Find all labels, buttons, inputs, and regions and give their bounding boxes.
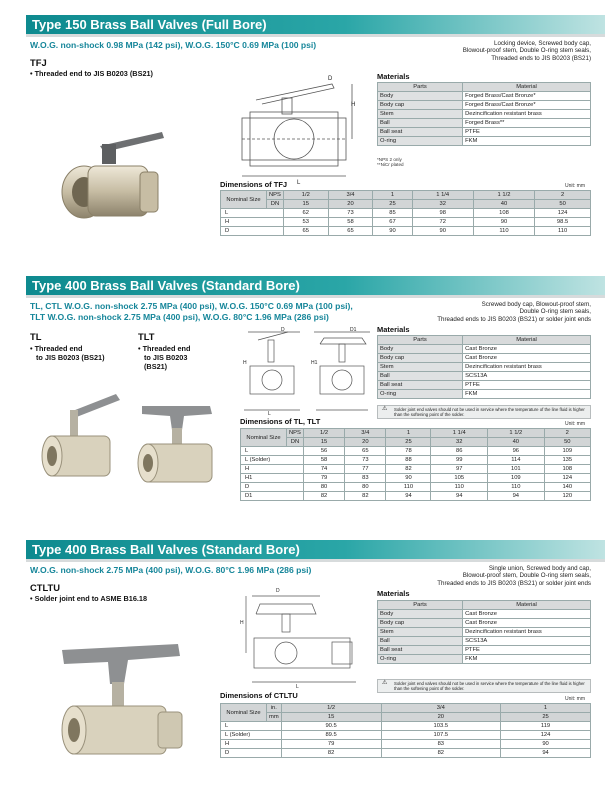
model-name: TFJ — [30, 57, 47, 68]
note-line: Double O-ring stem seals, — [519, 308, 591, 316]
col-material: Material — [463, 83, 591, 92]
dimensions-title: Dimensions of TFJ — [220, 180, 288, 189]
part: Ball seat — [378, 646, 463, 655]
dim-label-d1: D1 — [350, 327, 357, 333]
banner-shadow — [26, 559, 605, 562]
warning-icon: ⚠ — [382, 680, 388, 686]
nps-value: 1 1/2 — [473, 191, 534, 200]
dn-value: 20 — [328, 200, 373, 209]
materials-table — [377, 335, 591, 399]
nps-value: 3/4 — [328, 191, 373, 200]
part: Body cap — [378, 619, 463, 628]
note-line: Locking device, Screwed body cap, — [494, 40, 591, 47]
table-row — [378, 345, 591, 354]
model-name: TLT — [138, 331, 155, 342]
material: Forged Brass** — [463, 119, 591, 128]
model-name: CTLTU — [30, 582, 61, 593]
note-line: Threaded ends to JIS B0203 (BS21) — [491, 54, 591, 62]
row-label: H — [221, 218, 284, 227]
row-label: H — [241, 465, 304, 474]
cell: 120 — [544, 492, 590, 501]
cell: 110 — [488, 483, 545, 492]
nps-label: in. — [267, 704, 282, 713]
part: Body cap — [378, 354, 463, 363]
table-row — [378, 137, 591, 146]
part: Body — [378, 345, 463, 354]
cell: 109 — [544, 447, 590, 456]
dn-value: 15 — [283, 200, 328, 209]
cell: 90 — [373, 227, 412, 236]
col-parts: Parts — [378, 601, 463, 610]
note-line: Single union, Screwed body and cap, — [488, 565, 591, 572]
model-bullet: to JIS B0203 (BS21) — [36, 353, 105, 362]
note-line: Threaded ends to JIS B0203 (BS21) or solder joint ends — [437, 315, 591, 323]
part: Ball — [378, 637, 463, 646]
part: O-ring — [378, 390, 463, 399]
technical-drawing-ctltu — [240, 590, 368, 690]
model-bullet: • Threaded end — [138, 344, 191, 353]
cell: 124 — [501, 731, 591, 740]
pressure-rating: W.O.G. non-shock 2.75 MPa (400 psi), W.O.G. 80°C 1.96 MPa (286 psi) — [30, 565, 312, 575]
cell: 79 — [281, 740, 381, 749]
dim-label-d: D — [276, 588, 280, 594]
section-title: Type 400 Brass Ball Valves (Standard Bore) — [26, 540, 605, 559]
dimensions-title: Dimensions of CTLTU — [220, 691, 298, 700]
banner-shadow — [26, 34, 605, 37]
cell: 109 — [488, 474, 545, 483]
material: Cast Bronze — [463, 610, 591, 619]
table-row — [378, 119, 591, 128]
part: Ball seat — [378, 128, 463, 137]
cell: 79 — [303, 474, 344, 483]
valve-photo-ctltu — [58, 640, 188, 770]
part: Stem — [378, 628, 463, 637]
nominal-size: Nominal Size — [221, 191, 267, 209]
dim-label-h: H — [243, 360, 247, 366]
table-row — [241, 474, 591, 483]
cell: 67 — [373, 218, 412, 227]
cell: 94 — [431, 492, 488, 501]
cell: 78 — [386, 447, 431, 456]
dim-label-l: L — [268, 411, 271, 417]
row-label: L — [221, 722, 282, 731]
warning-icon: ⚠ — [382, 406, 388, 412]
cell: 99 — [431, 456, 488, 465]
table-row — [378, 354, 591, 363]
dn-label: mm — [267, 713, 282, 722]
cell: 110 — [386, 483, 431, 492]
pressure-rating: TL, CTL W.O.G. non-shock 2.75 MPa (400 psi), W.O.G. 150°C 0.69 MPa (100 psi), — [30, 301, 353, 311]
footnote: *NPS 2 only — [377, 157, 402, 162]
cell: 86 — [431, 447, 488, 456]
dim-label-h1: H1 — [311, 360, 318, 366]
dim-label-h: H — [351, 102, 356, 108]
cell: 72 — [412, 218, 473, 227]
dim-label-d: D — [328, 76, 333, 82]
dn-value: 25 — [373, 200, 412, 209]
row-label: L (Solder) — [221, 731, 282, 740]
unit-label: Unit: mm — [565, 183, 585, 189]
note-line: Screwed body cap, Blowout-proof stem, — [481, 301, 591, 308]
row-label: D — [241, 483, 304, 492]
material: PTFE — [463, 646, 591, 655]
cell: 105 — [431, 474, 488, 483]
table-row — [221, 218, 591, 227]
cell: 77 — [345, 465, 386, 474]
material: FKM — [463, 655, 591, 664]
material: Cast Bronze — [463, 354, 591, 363]
table-row — [241, 456, 591, 465]
table-row — [221, 749, 591, 758]
dn-value: 32 — [431, 438, 488, 447]
cell: 74 — [303, 465, 344, 474]
part: Body cap — [378, 101, 463, 110]
nps-value: 2 — [544, 429, 590, 438]
model-bullet: • Threaded end to JIS B0203 (BS21) — [30, 69, 153, 78]
cell: 114 — [488, 456, 545, 465]
section-title: Type 400 Brass Ball Valves (Standard Bore) — [26, 276, 605, 295]
nps-value: 1/2 — [281, 704, 381, 713]
table-row — [378, 101, 591, 110]
table-row — [378, 381, 591, 390]
part: Body — [378, 610, 463, 619]
cell: 98 — [412, 209, 473, 218]
features-note — [376, 565, 591, 587]
row-label: D — [221, 749, 282, 758]
part: Ball — [378, 372, 463, 381]
table-row — [241, 447, 591, 456]
cell: 101 — [488, 465, 545, 474]
col-material: Material — [463, 601, 591, 610]
cell: 73 — [345, 456, 386, 465]
model-bullet: • Threaded end — [30, 344, 83, 353]
table-row — [378, 363, 591, 372]
features-note — [376, 301, 591, 323]
dimensions-table — [240, 428, 591, 501]
nps-label: NPS — [267, 191, 284, 200]
cell: 135 — [544, 456, 590, 465]
cell: 107.5 — [381, 731, 501, 740]
material: Dezincification resistant brass — [463, 363, 591, 372]
cell: 108 — [544, 465, 590, 474]
cell: 90 — [473, 218, 534, 227]
part: Stem — [378, 110, 463, 119]
cell: 94 — [501, 749, 591, 758]
note-line: Threaded ends to JIS B0203 (BS21) or solder joint ends — [437, 579, 591, 587]
nps-value: 1 — [386, 429, 431, 438]
cell: 90.5 — [281, 722, 381, 731]
nps-value: 2 — [535, 191, 591, 200]
table-row — [378, 637, 591, 646]
dn-value: 25 — [501, 713, 591, 722]
cell: 110 — [535, 227, 591, 236]
cell: 58 — [328, 218, 373, 227]
table-row — [221, 722, 591, 731]
cell: 97 — [431, 465, 488, 474]
dim-label-l: L — [296, 684, 299, 690]
dn-value: 50 — [535, 200, 591, 209]
nps-value: 1 1/4 — [412, 191, 473, 200]
row-label: L — [221, 209, 284, 218]
material: FKM — [463, 137, 591, 146]
nps-value: 1 1/2 — [488, 429, 545, 438]
materials-table — [377, 82, 591, 146]
banner-shadow — [26, 295, 605, 298]
nominal-size: Nominal Size — [221, 704, 267, 722]
cell: 103.5 — [381, 722, 501, 731]
dim-label-l: L — [297, 180, 301, 186]
col-parts: Parts — [378, 336, 463, 345]
dim-label-d: D — [281, 327, 285, 333]
material: SCS13A — [463, 372, 591, 381]
cell: 88 — [386, 456, 431, 465]
valve-photo-tl — [40, 392, 126, 492]
cell: 89.5 — [281, 731, 381, 740]
valve-photo-tfj — [58, 128, 168, 228]
pressure-rating: TLT W.O.G. non-shock 2.75 MPa (400 psi), W.O.G. 80°C 1.96 MPa (286 psi) — [30, 312, 329, 322]
cell: 90 — [386, 474, 431, 483]
nps-value: 1/2 — [303, 429, 344, 438]
features-note — [391, 40, 591, 62]
cell: 73 — [328, 209, 373, 218]
dn-value: 15 — [303, 438, 344, 447]
dim-label-h: H — [240, 620, 244, 626]
dn-value: 50 — [544, 438, 590, 447]
row-label: D1 — [241, 492, 304, 501]
nps-value: 1 — [501, 704, 591, 713]
part: Ball — [378, 119, 463, 128]
model-bullet: (BS21) — [144, 362, 168, 371]
nps-value: 1 1/4 — [431, 429, 488, 438]
material: Cast Bronze — [463, 619, 591, 628]
table-row — [378, 128, 591, 137]
col-material: Material — [463, 336, 591, 345]
material-footnotes — [377, 157, 404, 168]
unit-label: Unit: mm — [565, 696, 585, 702]
warning-text: Solder joint end valves should not be used in service where the temperature of the line fluid is higher than the softening point of the solder. — [394, 407, 585, 418]
material: PTFE — [463, 381, 591, 390]
cell: 56 — [303, 447, 344, 456]
dn-value: 15 — [281, 713, 381, 722]
table-row — [378, 92, 591, 101]
table-row — [221, 740, 591, 749]
cell: 108 — [473, 209, 534, 218]
material: Dezincification resistant brass — [463, 628, 591, 637]
table-row — [378, 372, 591, 381]
materials-title: Materials — [377, 325, 410, 334]
nps-value: 1 — [373, 191, 412, 200]
row-label: H1 — [241, 474, 304, 483]
table-row — [378, 619, 591, 628]
cell: 94 — [488, 492, 545, 501]
solder-warning — [377, 405, 591, 419]
table-row — [378, 628, 591, 637]
cell: 94 — [386, 492, 431, 501]
dimensions-table — [220, 703, 591, 758]
material: PTFE — [463, 128, 591, 137]
part: Body — [378, 92, 463, 101]
cell: 119 — [501, 722, 591, 731]
cell: 82 — [386, 465, 431, 474]
row-label: H — [221, 740, 282, 749]
material: Cast Bronze — [463, 345, 591, 354]
cell: 82 — [381, 749, 501, 758]
technical-drawing-tfj — [236, 78, 364, 188]
nps-value: 3/4 — [345, 429, 386, 438]
cell: 83 — [345, 474, 386, 483]
table-row — [378, 610, 591, 619]
cell: 53 — [283, 218, 328, 227]
materials-table — [377, 600, 591, 664]
materials-title: Materials — [377, 589, 410, 598]
cell: 82 — [303, 492, 344, 501]
table-row — [221, 209, 591, 218]
cell: 90 — [501, 740, 591, 749]
cell: 140 — [544, 483, 590, 492]
cell: 62 — [283, 209, 328, 218]
dn-value: 20 — [381, 713, 501, 722]
row-label: L — [241, 447, 304, 456]
model-name: TL — [30, 331, 42, 342]
dn-value: 40 — [488, 438, 545, 447]
cell: 82 — [281, 749, 381, 758]
row-label: L (Solder) — [241, 456, 304, 465]
cell: 124 — [544, 474, 590, 483]
warning-text: Solder joint end valves should not be used in service where the temperature of the line fluid is higher than the softening point of the solder. — [394, 681, 585, 692]
cell: 80 — [345, 483, 386, 492]
solder-warning — [377, 679, 591, 693]
table-row — [221, 227, 591, 236]
cell: 98.5 — [535, 218, 591, 227]
cell: 80 — [303, 483, 344, 492]
dn-value: 25 — [386, 438, 431, 447]
dn-label: DN — [287, 438, 304, 447]
nps-label: NPS — [287, 429, 304, 438]
material: FKM — [463, 390, 591, 399]
table-row — [241, 483, 591, 492]
section-title: Type 150 Brass Ball Valves (Full Bore) — [26, 15, 605, 34]
col-parts: Parts — [378, 83, 463, 92]
table-row — [378, 390, 591, 399]
note-line: Blowout-proof stem, Double O-ring stem seals, — [462, 47, 591, 55]
cell: 82 — [345, 492, 386, 501]
part: O-ring — [378, 137, 463, 146]
dn-value: 40 — [473, 200, 534, 209]
nps-value: 3/4 — [381, 704, 501, 713]
cell: 96 — [488, 447, 545, 456]
table-row — [241, 465, 591, 474]
table-row — [378, 646, 591, 655]
technical-drawing-tl-tlt — [240, 326, 376, 418]
cell: 85 — [373, 209, 412, 218]
dimensions-title: Dimensions of TL, TLT — [240, 417, 321, 426]
row-label: D — [221, 227, 284, 236]
table-row — [378, 655, 591, 664]
dn-label: DN — [267, 200, 284, 209]
table-row — [241, 492, 591, 501]
material: Forged Brass/Cast Bronze* — [463, 101, 591, 110]
cell: 110 — [431, 483, 488, 492]
cell: 83 — [381, 740, 501, 749]
note-line: Blowout-proof stem, Double O-ring stem seals, — [462, 572, 591, 580]
pressure-rating: W.O.G. non-shock 0.98 MPa (142 psi), W.O.G. 150°C 0.69 MPa (100 psi) — [30, 40, 317, 50]
table-row — [378, 110, 591, 119]
nps-value: 1/2 — [283, 191, 328, 200]
model-bullet: to JIS B0203 — [144, 353, 188, 362]
dn-value: 32 — [412, 200, 473, 209]
part: Stem — [378, 363, 463, 372]
materials-title: Materials — [377, 72, 410, 81]
cell: 65 — [345, 447, 386, 456]
material: Forged Brass/Cast Bronze* — [463, 92, 591, 101]
dn-value: 20 — [345, 438, 386, 447]
part: O-ring — [378, 655, 463, 664]
cell: 65 — [283, 227, 328, 236]
dimensions-table — [220, 190, 591, 236]
material: SCS13A — [463, 637, 591, 646]
material: Dezincification resistant brass — [463, 110, 591, 119]
cell: 90 — [412, 227, 473, 236]
cell: 65 — [328, 227, 373, 236]
valve-photo-tlt — [136, 400, 222, 496]
nominal-size: Nominal Size — [241, 429, 287, 447]
footnote: **NiCr plated — [377, 162, 404, 168]
unit-label: Unit: mm — [565, 421, 585, 427]
table-row — [221, 731, 591, 740]
part: Ball seat — [378, 381, 463, 390]
cell: 58 — [303, 456, 344, 465]
cell: 124 — [535, 209, 591, 218]
model-bullet: • Solder joint end to ASME B16.18 — [30, 594, 148, 603]
cell: 110 — [473, 227, 534, 236]
